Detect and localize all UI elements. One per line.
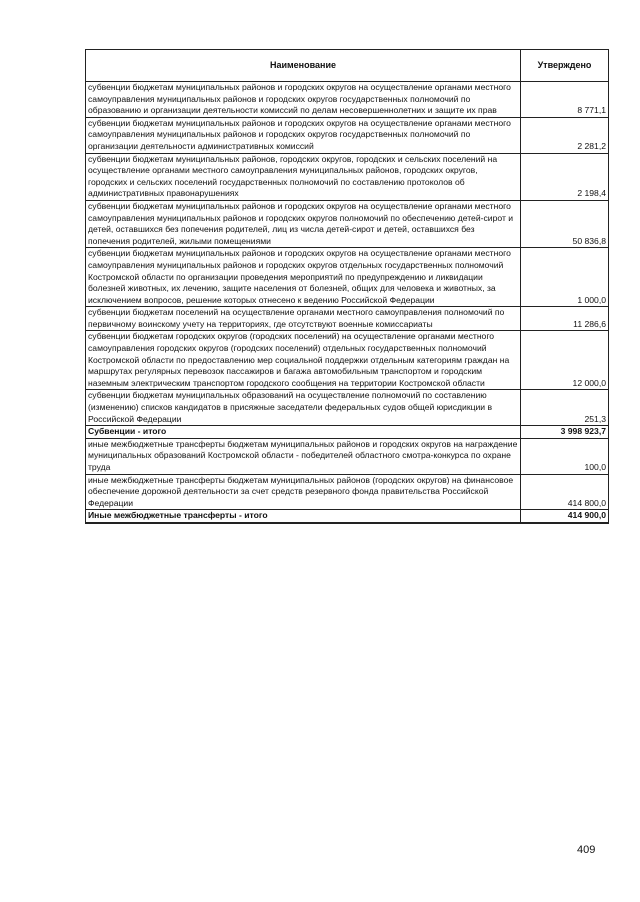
table-row <box>86 248 609 307</box>
row-name-cell: субвенции бюджетам муниципальных районов, городских округов, городских и сельских поселений на осуществление органами местного самоуправления муниципальных районов, городских округов, городских и сельских поселений государственных полномочий по составлению протоколов об административных правонарушениях <box>86 153 521 200</box>
row-name-cell: субвенции бюджетам муниципальных районов и городских округов на осуществление органами местного самоуправления муниципальных районов и городских округов отдельных государственных полномочий Костромской области по организации проведения мероприятий по предупреждению и ликвидации болезней животных, их лечению, защите населения от болезней, общих для человека и животных, за исключением вопросов, решение которых отнесено к ведению Российской Федерации <box>86 248 521 307</box>
row-value-cell: 414 900,0 <box>521 510 609 523</box>
row-name-cell: иные межбюджетные трансферты бюджетам муниципальных районов и городских округов на награждение муниципальных образований Костромской области - победителей областного смотра-конкурса по охране труда <box>86 438 521 474</box>
page-number: 409 <box>577 844 596 856</box>
row-name-cell: субвенции бюджетам муниципальных образований на осуществление полномочий по составлению (изменению) списков кандидатов в присяжные заседатели федеральных судов общей юрисдикции в Российской Федерации <box>86 390 521 426</box>
table-row <box>86 390 609 426</box>
row-value-cell: 100,0 <box>521 438 609 474</box>
row-name-cell: Иные межбюджетные трансферты - итого <box>86 510 521 523</box>
row-name-cell: субвенции бюджетам поселений на осуществление органами местного самоуправления полномочий по первичному воинскому учету на территориях, где отсутствуют военные комиссариаты <box>86 307 521 331</box>
table-row <box>86 438 609 474</box>
row-name-cell: иные межбюджетные трансферты бюджетам муниципальных районов (городских округов) на финансовое обеспечение дорожной деятельности за счет средств резервного фонда правительства Российской Федерации <box>86 474 521 510</box>
row-value-cell: 2 198,4 <box>521 153 609 200</box>
row-name-cell: субвенции бюджетам городских округов (городских поселений) на осуществление органами местного самоуправления городских округов (городских поселений) отдельных государственных полномочий Костромской области по предоставлению мер социальной поддержки отдельным категориям граждан на маршрутах регулярных перевозок пассажиров и багажа автомобильным транспортом и городским наземным электрическим транспортом городского сообщения на территории Костромской области <box>86 331 521 390</box>
row-value-cell: 3 998 923,7 <box>521 426 609 439</box>
row-value-cell: 8 771,1 <box>521 82 609 118</box>
table-row <box>86 200 609 247</box>
table-total-row <box>86 426 609 439</box>
row-value-cell: 1 000,0 <box>521 248 609 307</box>
table-row <box>86 474 609 510</box>
row-value-cell: 50 836,8 <box>521 200 609 247</box>
table-row <box>86 307 609 331</box>
row-value-cell: 414 800,0 <box>521 474 609 510</box>
row-value-cell: 11 286,6 <box>521 307 609 331</box>
table-total-row <box>86 510 609 523</box>
row-name-cell: субвенции бюджетам муниципальных районов и городских округов на осуществление органами местного самоуправления муниципальных районов и городских округов государственных полномочий по организации деятельности административных комиссий <box>86 117 521 153</box>
table-row <box>86 153 609 200</box>
table-row <box>86 82 609 118</box>
table-header-row <box>86 50 609 82</box>
column-header-name: Наименование <box>86 50 521 82</box>
row-name-cell: субвенции бюджетам муниципальных районов и городских округов на осуществление органами местного самоуправления муниципальных районов и городских округов полномочий по обеспечению детей-сирот и детей, оставшихся без попечения родителей, лиц из числа детей-сирот и детей, оставшихся без попечения родителей, жилыми помещениями <box>86 200 521 247</box>
budget-table <box>85 49 609 524</box>
row-name-cell: субвенции бюджетам муниципальных районов и городских округов на осуществление органами местного самоуправления муниципальных районов и городских округов государственных полномочий по образованию и организации деятельности комиссий по делам несовершеннолетних и защите их прав <box>86 82 521 118</box>
column-header-approved: Утверждено <box>521 50 609 82</box>
table-row <box>86 117 609 153</box>
table-row <box>86 331 609 390</box>
table-body <box>86 82 609 523</box>
row-name-cell: Субвенции - итого <box>86 426 521 439</box>
row-value-cell: 2 281,2 <box>521 117 609 153</box>
row-value-cell: 12 000,0 <box>521 331 609 390</box>
row-value-cell: 251,3 <box>521 390 609 426</box>
